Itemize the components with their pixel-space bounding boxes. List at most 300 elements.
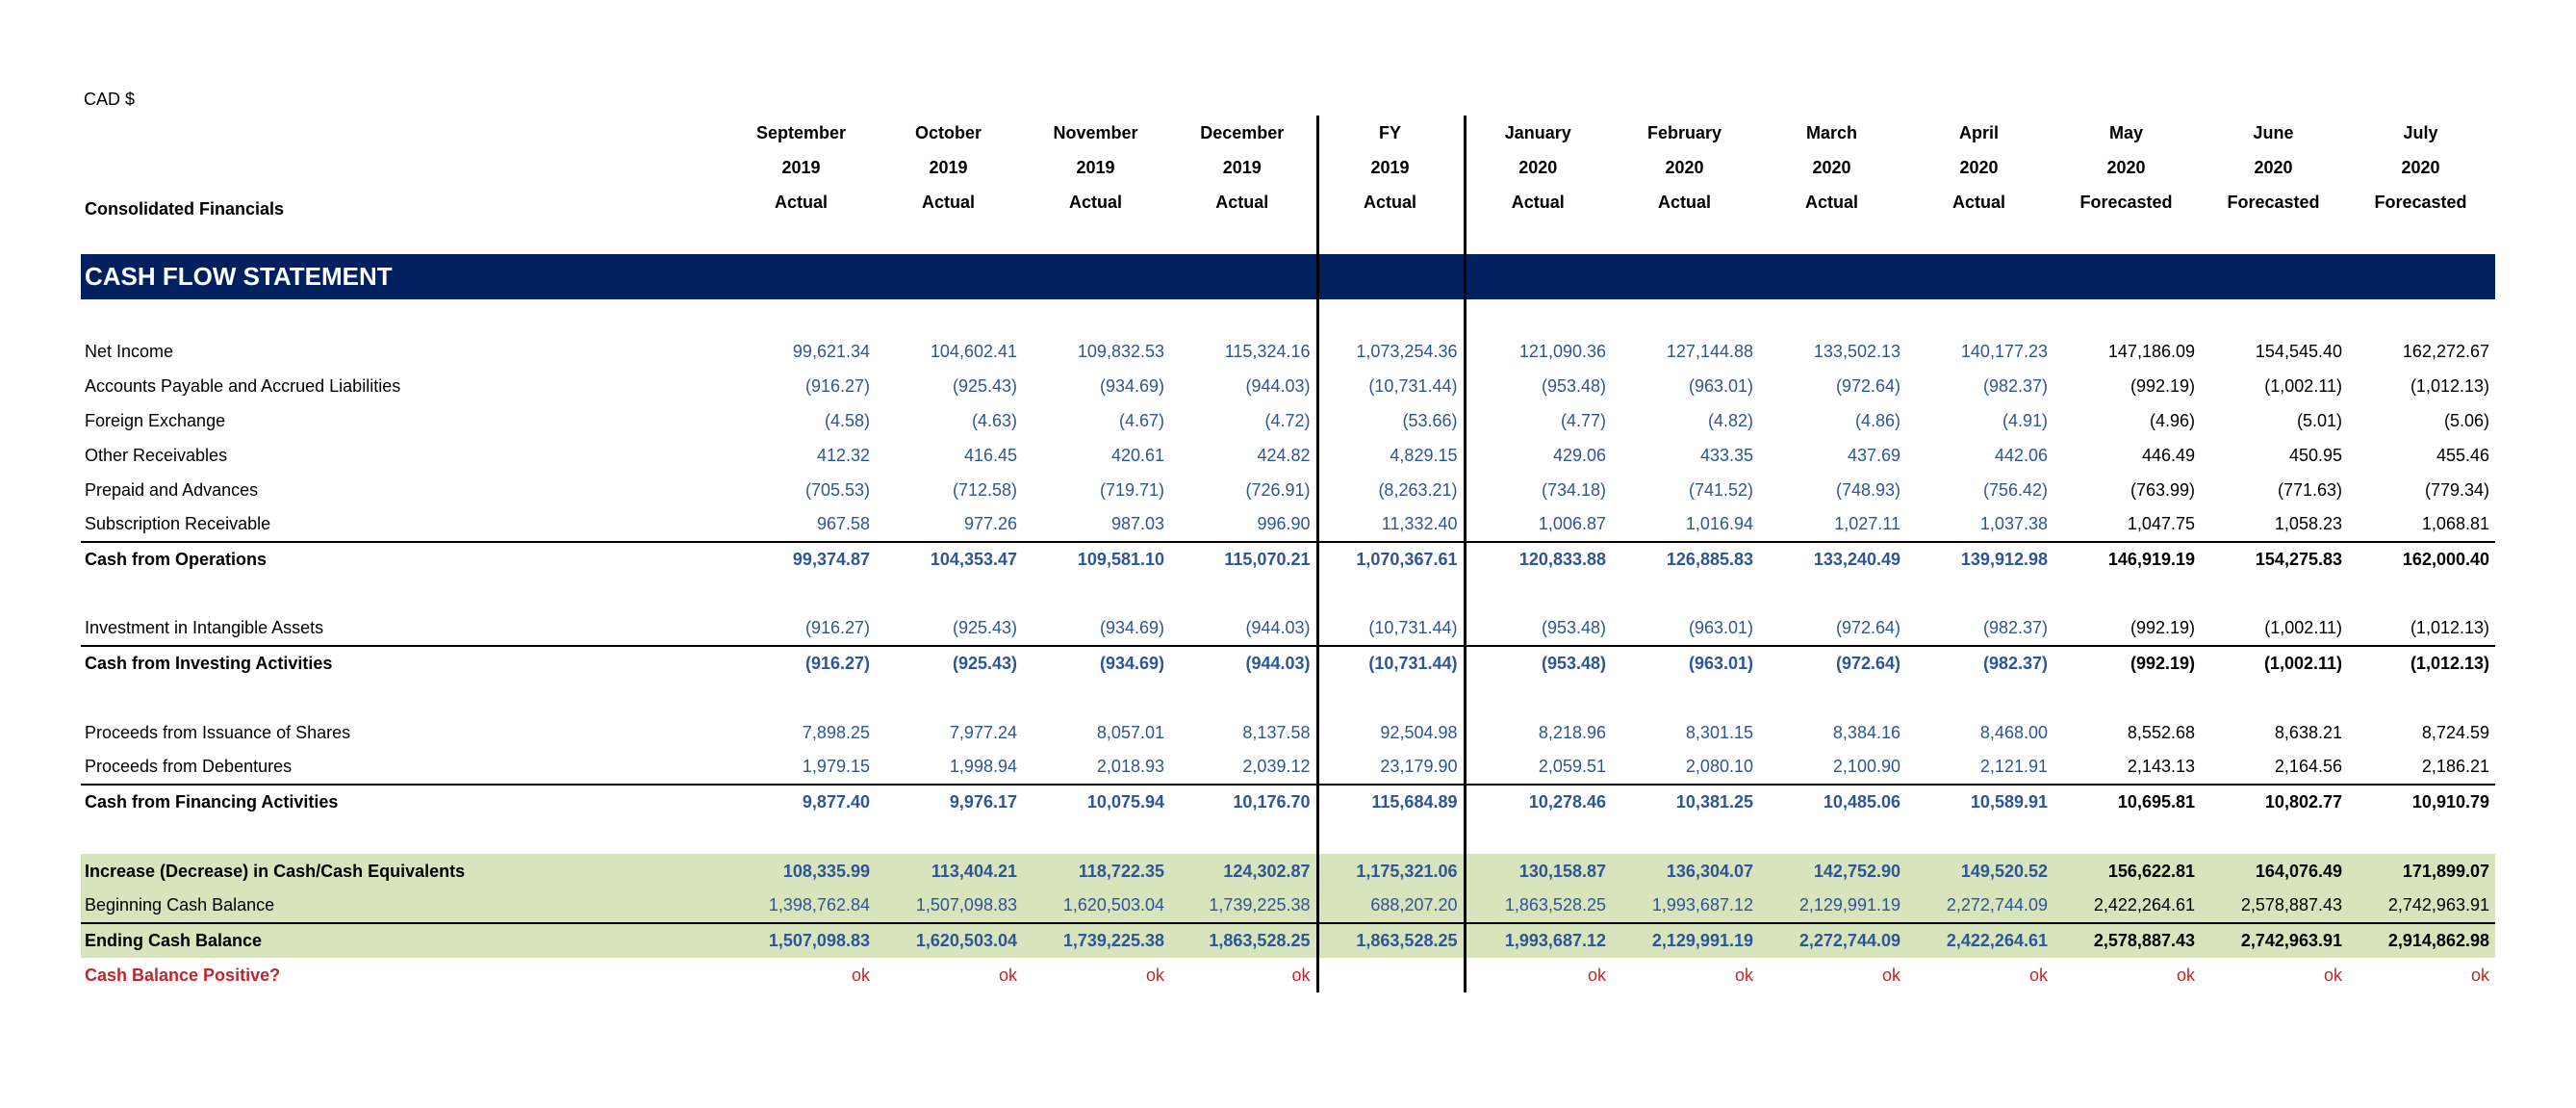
spacer-cell	[876, 819, 1023, 854]
cell-value: (925.43)	[876, 646, 1023, 681]
cell-value: 977.26	[963, 514, 1017, 533]
column-header-status: Forecasted	[2079, 192, 2173, 212]
cell-value: 113,404.21	[876, 854, 1023, 889]
cell-value: 1,507,098.83	[728, 923, 876, 958]
spacer-cell	[1465, 681, 1612, 715]
spacer-cell	[728, 681, 876, 715]
cell-value: 2,578,887.43	[2053, 923, 2201, 958]
spacer-cell	[2201, 219, 2348, 254]
cell-value: (779.34)	[2424, 479, 2489, 500]
spacer-cell	[1906, 819, 2053, 854]
column-header-year: 2019	[929, 157, 968, 177]
cell-value: (953.48)	[1465, 646, 1612, 681]
cell-value: 1,016.94	[1685, 514, 1753, 533]
cell-value: ok	[851, 965, 870, 985]
cell-value: 1,073,254.36	[1317, 334, 1465, 369]
cell-value: 115,070.21	[1170, 542, 1317, 577]
column-header-month: February	[1646, 122, 1722, 142]
cell-value: 2,129,991.19	[1759, 889, 1906, 923]
cell-value: 450.95	[2288, 445, 2342, 465]
cell-value: 1,998.94	[949, 757, 1017, 776]
cell-value: 109,832.53	[1077, 341, 1164, 361]
cell-value: 23,179.90	[1317, 750, 1465, 785]
column-header-status: Actual	[1215, 192, 1269, 212]
cell-value: 8,552.68	[2127, 722, 2195, 742]
cell-value: (4.72)	[1264, 410, 1311, 430]
row-beginning-cash-balance	[81, 889, 2495, 923]
row-label: Net Income	[85, 341, 174, 361]
cell-value: 2,080.10	[1685, 757, 1753, 776]
title-bar-cell	[2053, 254, 2201, 299]
cell-value: 1,863,528.25	[1465, 889, 1612, 923]
cell-value: (1,002.11)	[2264, 375, 2342, 396]
spacer-cell	[876, 299, 1023, 334]
cell-value: 133,240.49	[1759, 542, 1906, 577]
cell-value: 2,186.21	[2421, 757, 2489, 776]
cell-value: 1,979.15	[802, 757, 870, 776]
cell-value: 2,100.90	[1832, 757, 1900, 776]
column-header-month: June	[2253, 122, 2294, 142]
cell-value: 2,742,963.91	[2348, 889, 2495, 923]
row-cash-from-investing-activities	[81, 646, 2495, 681]
cell-value: 416.45	[963, 445, 1017, 465]
cell-value: 455.46	[2436, 445, 2489, 465]
cell-value: 987.03	[1110, 514, 1164, 533]
title-bar	[81, 254, 2495, 299]
cell-value: 104,353.47	[876, 542, 1023, 577]
cell-value: (53.66)	[1317, 403, 1465, 438]
spacer-cell	[2201, 299, 2348, 334]
cell-value: 8,057.01	[1096, 722, 1164, 742]
cell-value: (5.01)	[2296, 410, 2342, 430]
cell-value: 2,272,744.09	[1759, 923, 1906, 958]
spacer-cell	[728, 577, 876, 611]
section-label: Consolidated Financials	[85, 199, 285, 219]
column-header-month: September	[755, 122, 847, 142]
cell-value: (748.93)	[1835, 479, 1900, 500]
cell-value: 118,722.35	[1023, 854, 1170, 889]
cell-value: (726.91)	[1245, 479, 1311, 500]
cell-value: 2,578,887.43	[2201, 889, 2348, 923]
row-prepaid-and-advances	[81, 473, 2495, 507]
column-header-month: November	[1053, 122, 1138, 142]
spacer-cell	[876, 577, 1023, 611]
spacer-cell	[1759, 681, 1906, 715]
cell-value: ok	[1734, 965, 1753, 985]
cell-value: (741.52)	[1688, 479, 1753, 500]
cell-value: ok	[2470, 965, 2489, 985]
title-bar-cell	[1023, 254, 1170, 299]
cell-value: 1,006.87	[1538, 514, 1606, 533]
cell-value: 1,993,687.12	[1612, 889, 1759, 923]
spacer-cell	[1023, 219, 1170, 254]
column-header-year: 2020	[2401, 157, 2440, 177]
cell-value: ok	[2323, 965, 2342, 985]
spacer-cell	[81, 299, 728, 334]
cell-value: 136,304.07	[1612, 854, 1759, 889]
cell-value: ok	[2176, 965, 2195, 985]
spacer-cell	[1612, 819, 1759, 854]
spacer-cell	[1465, 577, 1612, 611]
column-header-status: Actual	[1068, 192, 1122, 212]
cell-value: (705.53)	[804, 479, 870, 500]
cell-value: 1,507,098.83	[876, 889, 1023, 923]
spacer-cell	[1317, 299, 1465, 334]
cell-value: 139,912.98	[1906, 542, 2053, 577]
cell-value: (10,731.44)	[1317, 369, 1465, 403]
cell-value: (992.19)	[2130, 375, 2195, 396]
currency-label: CAD $	[84, 90, 136, 109]
cell-value: 115,324.16	[1224, 341, 1311, 361]
cell-value: (916.27)	[804, 375, 870, 396]
cell-value: 1,993,687.12	[1465, 923, 1612, 958]
cell-value: (1,012.13)	[2410, 375, 2489, 396]
cell-value: 10,802.77	[2201, 785, 2348, 819]
cell-value: 99,621.34	[792, 341, 870, 361]
spacer-cell	[1906, 219, 2053, 254]
spacer-cell	[1906, 681, 2053, 715]
spacer-cell	[1465, 219, 1612, 254]
cell-value: 10,589.91	[1906, 785, 2053, 819]
cell-value: 996.90	[1257, 514, 1311, 533]
cell-value: (963.01)	[1688, 618, 1753, 637]
cell-value: (719.71)	[1099, 479, 1164, 500]
cell-value: (10,731.44)	[1317, 611, 1465, 646]
cell-value: 446.49	[2141, 445, 2195, 465]
spacer-cell	[1023, 819, 1170, 854]
row-label: Proceeds from Debentures	[85, 757, 293, 776]
spacer-cell	[876, 681, 1023, 715]
row-label: Foreign Exchange	[85, 410, 226, 430]
cell-value: (5.06)	[2443, 410, 2489, 430]
cell-value: 7,977.24	[949, 722, 1017, 742]
spacer-cell	[2053, 681, 2201, 715]
cell-value: 420.61	[1110, 445, 1164, 465]
cell-value: 164,076.49	[2201, 854, 2348, 889]
spacer-cell	[1170, 681, 1317, 715]
cell-value: (4.58)	[824, 410, 870, 430]
row-accounts-payable-and-accrued-liabilities	[81, 369, 2495, 403]
column-header-status: Actual	[1657, 192, 1711, 212]
cell-value: 412.32	[816, 445, 870, 465]
cell-value: 2,272,744.09	[1906, 889, 2053, 923]
cell-value: (953.48)	[1541, 618, 1606, 637]
cell-value: (1,002.11)	[2264, 618, 2342, 637]
spacer-cell	[1170, 819, 1317, 854]
cell-value: 147,186.09	[2107, 341, 2195, 361]
spacer-cell	[1023, 681, 1170, 715]
spacer-cell	[2348, 819, 2495, 854]
cell-value: 10,910.79	[2348, 785, 2495, 819]
cell-value: 1,047.75	[2127, 514, 2195, 533]
column-header-year: 2019	[1076, 157, 1115, 177]
row-cash-from-operations	[81, 542, 2495, 577]
cell-value: 8,724.59	[2421, 722, 2489, 742]
spacer-row	[81, 681, 2495, 715]
column-header-year: 2019	[781, 157, 821, 177]
cell-value: 162,000.40	[2348, 542, 2495, 577]
spacer-cell	[1465, 819, 1612, 854]
title-bar-cell	[1465, 254, 1612, 299]
cell-value: 10,075.94	[1023, 785, 1170, 819]
header-row-status	[81, 185, 2495, 219]
spacer-cell	[1317, 819, 1465, 854]
cell-value: 115,684.89	[1317, 785, 1465, 819]
header-blank	[81, 150, 728, 185]
cell-value: 1,398,762.84	[728, 889, 876, 923]
cell-value: 1,037.38	[1979, 514, 2048, 533]
title-bar-cell	[876, 254, 1023, 299]
spacer-cell	[1023, 577, 1170, 611]
row-label: Cash from Investing Activities	[81, 646, 728, 681]
spacer-cell	[1317, 577, 1465, 611]
spacer-cell	[81, 219, 728, 254]
cell-value: 8,638.21	[2274, 722, 2342, 742]
cell-value: 9,877.40	[728, 785, 876, 819]
cell-value: (925.43)	[952, 375, 1017, 396]
spacer-cell	[2053, 577, 2201, 611]
cell-value: 442.06	[1994, 445, 2048, 465]
column-header-month: FY	[1317, 116, 1465, 150]
cell-value: (992.19)	[2053, 646, 2201, 681]
cell-value: 1,739,225.38	[1170, 889, 1317, 923]
spacer-cell	[1170, 219, 1317, 254]
cell-value: 2,039.12	[1242, 757, 1311, 776]
cell-value: 1,620,503.04	[876, 923, 1023, 958]
cell-value: 424.82	[1257, 445, 1311, 465]
spacer-row	[81, 819, 2495, 854]
cell-value: 1,620,503.04	[1023, 889, 1170, 923]
spacer-cell	[2348, 577, 2495, 611]
cell-value: 1,739,225.38	[1023, 923, 1170, 958]
column-header-year: 2020	[1812, 157, 1851, 177]
cell-value: 688,207.20	[1317, 889, 1465, 923]
cell-value: ok	[1587, 965, 1606, 985]
cell-value: 127,144.88	[1666, 341, 1753, 361]
column-header-month: March	[1805, 122, 1857, 142]
cell-value: 8,301.15	[1685, 722, 1753, 742]
cell-value: (771.63)	[2277, 479, 2342, 500]
row-label: Ending Cash Balance	[81, 923, 728, 958]
cell-value: (4.91)	[2002, 410, 2048, 430]
cell-value: 2,018.93	[1096, 757, 1164, 776]
row-label: Investment in Intangible Assets	[85, 618, 324, 637]
spacer-cell	[728, 219, 876, 254]
cell-value: 1,863,528.25	[1170, 923, 1317, 958]
title-bar-cell	[1906, 254, 2053, 299]
cell-value: 1,175,321.06	[1317, 854, 1465, 889]
spacer-cell	[1759, 819, 1906, 854]
cell-value: 99,374.87	[728, 542, 876, 577]
cell-value: 162,272.67	[2402, 341, 2489, 361]
cell-value: (972.64)	[1835, 618, 1900, 637]
title-bar-cell	[728, 254, 876, 299]
title-bar-cell	[1170, 254, 1317, 299]
spacer-cell	[1317, 219, 1465, 254]
cell-value: 140,177.23	[1960, 341, 2048, 361]
cell-value: 10,695.81	[2053, 785, 2201, 819]
cell-value: 11,332.40	[1317, 507, 1465, 542]
spacer-cell	[2348, 219, 2495, 254]
cell-value: ok	[2028, 965, 2048, 985]
header-blank	[81, 116, 728, 150]
column-header-status: Actual	[921, 192, 975, 212]
row-ending-cash-balance	[81, 923, 2495, 958]
cell-value: 10,176.70	[1170, 785, 1317, 819]
cell-value: 156,622.81	[2053, 854, 2201, 889]
cell-value: (944.03)	[1245, 618, 1311, 637]
row-increase-decrease-in-cash-cash-equivalents	[81, 854, 2495, 889]
row-subscription-receivable	[81, 507, 2495, 542]
cell-value: (982.37)	[1906, 646, 2053, 681]
cell-value: (972.64)	[1835, 375, 1900, 396]
spacer-row	[81, 219, 2495, 254]
row-label: Cash from Operations	[81, 542, 728, 577]
cell-value: 7,898.25	[802, 722, 870, 742]
title-bar-cell	[1759, 254, 1906, 299]
cell-value: (8,263.21)	[1317, 473, 1465, 507]
cell-value: 1,070,367.61	[1317, 542, 1465, 577]
cell-value: 2,164.56	[2274, 757, 2342, 776]
row-label: Subscription Receivable	[85, 514, 271, 533]
title-bar-cell	[1317, 254, 1465, 299]
cell-value: 92,504.98	[1317, 715, 1465, 750]
cell-value: 1,863,528.25	[1317, 923, 1465, 958]
column-header-status: Actual	[1511, 192, 1565, 212]
header-row-year	[81, 150, 2495, 185]
row-net-income	[81, 334, 2495, 369]
row-label: Cash Balance Positive?	[85, 965, 281, 985]
spacer-cell	[2053, 819, 2201, 854]
spacer-cell	[1170, 577, 1317, 611]
column-header-month: April	[1958, 122, 1999, 142]
cell-value: 126,885.83	[1612, 542, 1759, 577]
cell-value: (992.19)	[2130, 618, 2195, 637]
cell-value: (972.64)	[1759, 646, 1906, 681]
spacer-cell	[1906, 577, 2053, 611]
cell-value: (734.18)	[1541, 479, 1606, 500]
cell-value: 1,058.23	[2274, 514, 2342, 533]
row-label: Beginning Cash Balance	[81, 889, 728, 923]
spacer-row	[81, 577, 2495, 611]
row-cash-balance-positive	[81, 958, 2495, 992]
cell-value: (712.58)	[952, 479, 1017, 500]
cell-value: 433.35	[1699, 445, 1753, 465]
cell-value: 9,976.17	[876, 785, 1023, 819]
cell-value: 2,914,862.98	[2348, 923, 2495, 958]
cell-value: 109,581.10	[1023, 542, 1170, 577]
cell-value: 10,381.25	[1612, 785, 1759, 819]
cell-value: 104,602.41	[930, 341, 1017, 361]
spacer-cell	[876, 219, 1023, 254]
cell-value: (916.27)	[728, 646, 876, 681]
row-label: Proceeds from Issuance of Shares	[85, 722, 351, 742]
column-header-month: May	[2108, 122, 2143, 142]
cell-value: 437.69	[1847, 445, 1900, 465]
cell-value: 124,302.87	[1170, 854, 1317, 889]
title-bar-cell	[2348, 254, 2495, 299]
cell-value: 1,027.11	[1834, 514, 1900, 533]
cell-value: (1,002.11)	[2201, 646, 2348, 681]
column-header-month: January	[1504, 122, 1571, 142]
cell-value: 1,068.81	[2421, 514, 2489, 533]
spacer-cell	[1023, 299, 1170, 334]
row-label: Accounts Payable and Accrued Liabilities	[85, 375, 401, 396]
column-header-year: 2019	[1317, 150, 1465, 185]
row-label: Prepaid and Advances	[85, 479, 259, 500]
cell-value: 133,502.13	[1813, 341, 1900, 361]
spacer-cell	[1759, 219, 1906, 254]
cell-value: (756.42)	[1982, 479, 2048, 500]
cell-value: 2,742,963.91	[2201, 923, 2348, 958]
column-header-month: July	[2403, 122, 2438, 142]
cell-value: ok	[1291, 965, 1311, 985]
cell-value: 8,218.96	[1538, 722, 1606, 742]
column-header-status: Forecasted	[2227, 192, 2320, 212]
spacer-cell	[81, 577, 728, 611]
column-header-status: Actual	[1951, 192, 2005, 212]
cell-value: ok	[1881, 965, 1900, 985]
cell-value: (934.69)	[1023, 646, 1170, 681]
spacer-cell	[1317, 681, 1465, 715]
cell-value: (944.03)	[1245, 375, 1311, 396]
cell-value: (925.43)	[952, 618, 1017, 637]
cell-value: 2,422,264.61	[2053, 889, 2201, 923]
header-row-month	[81, 116, 2495, 150]
cell-value: (763.99)	[2130, 479, 2195, 500]
cell-value: (916.27)	[804, 618, 870, 637]
spacer-cell	[2201, 577, 2348, 611]
spacer-cell	[1465, 299, 1612, 334]
spacer-cell	[2348, 299, 2495, 334]
column-header-year: 2020	[2254, 157, 2293, 177]
cell-value: 2,422,264.61	[1906, 923, 2053, 958]
row-proceeds-from-issuance-of-shares	[81, 715, 2495, 750]
cell-value: (982.37)	[1982, 375, 2048, 396]
column-header-status: Actual	[774, 192, 828, 212]
spacer-row	[81, 299, 2495, 334]
spacer-cell	[728, 299, 876, 334]
cell-value	[1317, 958, 1465, 992]
cell-value: (982.37)	[1982, 618, 2048, 637]
column-header-status: Actual	[1804, 192, 1858, 212]
cell-value: (4.96)	[2149, 410, 2195, 430]
spacer-cell	[728, 819, 876, 854]
cell-value: (1,012.13)	[2348, 646, 2495, 681]
cell-value: 108,335.99	[728, 854, 876, 889]
row-other-receivables	[81, 438, 2495, 473]
spacer-cell	[1759, 577, 1906, 611]
cash-flow-table	[81, 116, 2495, 992]
spacer-cell	[2053, 299, 2201, 334]
spacer-cell	[1170, 299, 1317, 334]
cell-value: 142,752.90	[1759, 854, 1906, 889]
column-header-year: 2020	[1665, 157, 1704, 177]
cell-value: 8,137.58	[1242, 722, 1311, 742]
column-header-month: December	[1200, 122, 1285, 142]
statement-title: CASH FLOW STATEMENT	[81, 254, 728, 299]
spacer-cell	[2348, 681, 2495, 715]
spacer-cell	[81, 681, 728, 715]
title-bar-cell	[2201, 254, 2348, 299]
cell-value: (953.48)	[1541, 375, 1606, 396]
cell-value: 8,468.00	[1979, 722, 2048, 742]
cell-value: (4.77)	[1560, 410, 1606, 430]
column-header-month: October	[914, 122, 982, 142]
spacer-cell	[1612, 681, 1759, 715]
row-proceeds-from-debentures	[81, 750, 2495, 785]
cell-value: 154,275.83	[2201, 542, 2348, 577]
